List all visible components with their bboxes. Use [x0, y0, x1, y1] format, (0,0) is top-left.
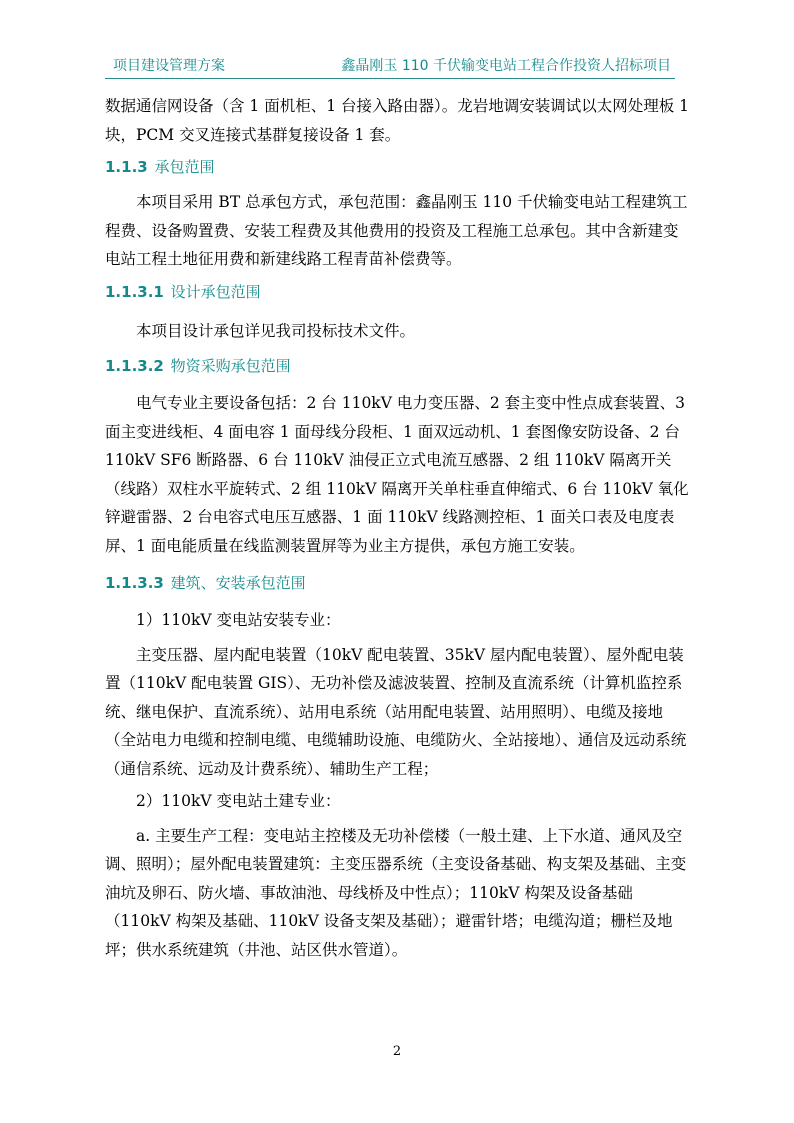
list-item-installation: 1）110kV 变电站安装专业： — [136, 611, 341, 629]
heading-title: 承包范围 — [154, 158, 215, 176]
heading-number: 1.1.3.3 — [105, 574, 164, 592]
header-left-title: 项目建设管理方案 — [113, 58, 225, 74]
section-heading-1-1-3-2 — [105, 352, 690, 380]
paragraph-scope: 本项目采用 BT 总承包方式，承包范围：鑫晶刚玉 110 千伏输变电站工程建筑工程费、设备购置费、安装工程费及其他费用的投资及工程施工总承包。其中含新建变电站工程土地征用费和新建线路工程青苗补偿费等。 — [105, 193, 688, 268]
paragraph-design-scope: 本项目设计承包详见我司投标技术文件。 — [136, 321, 416, 340]
paragraph-procurement-scope: 电气专业主要设备包括：2 台 110kV 电力变压器、2 套主变中性点成套装置、3 面主变进线柜、4 面电容 1 面母线分段柜、1 面双远动机、1 套图像安防设备、2 台 110kV SF6 断路器、6 台 110kV 油侵正立式电流互感器、2 组 110kV 隔离开关（线路）双柱水平旋转式、2 组 110kV 隔离开关单柱垂直伸缩式、6 台 110kV 氧化锌避雷器、2 台电容式电压互感器、1 面 110kV 线路测控柜、1 面关口表及电度表屏、1 面电能质量在线监测装置屏等为业主方提供，承包方施工安装。 — [105, 394, 689, 555]
paragraph-installation-detail: 主变压器、屋内配电装置（10kV 配电装置、35kV 屋内配电装置）、屋外配电装置（110kV 配电装置 GIS）、无功补偿及滤波装置、控制及直流系统（计算机监控系统、继电保护、直流系统）、站用电系统（站用配电装置、站用照明）、电缆及接地（全站电力电缆和控制电缆、电缆辅助设施、电缆防火、全站接地）、通信及远动系统（通信系统、远动及计费系统）、辅助生产工程； — [105, 645, 687, 778]
section-heading-1-1-3-3 — [105, 569, 690, 597]
heading-number: 1.1.3.1 — [105, 282, 164, 301]
heading-number: 1.1.3 — [105, 158, 148, 176]
page-number: 2 — [392, 1044, 402, 1059]
page-header — [105, 56, 675, 79]
section-heading-1-1-3-1 — [105, 278, 690, 306]
section-heading-1-1-3 — [105, 153, 690, 181]
heading-title: 物资采购承包范围 — [170, 357, 291, 375]
heading-title: 设计承包范围 — [170, 282, 261, 301]
header-right-title: 鑫晶刚玉 110 千伏输变电站工程合作投资人招标项目 — [341, 58, 671, 74]
heading-number: 1.1.3.2 — [105, 357, 164, 375]
document-body — [105, 92, 690, 964]
list-item-civil: 2）110kV 变电站土建专业： — [136, 792, 341, 810]
paragraph-continued: 数据通信网设备（含 1 面机柜、1 台接入路由器）。龙岩地调安装调试以太网处理板 1 块，PCM 交叉连接式基群复接设备 1 套。 — [105, 97, 690, 144]
paragraph-civil-detail: a. 主要生产工程：变电站主控楼及无功补偿楼（一般土建、上下水道、通风及空调、照明）；屋外配电装置建筑：主变压器系统（主变设备基础、构支架及基础、主变油坑及卵石、防火墙、事故油池、母线桥及中性点）；110kV 构架及设备基础（110kV 构架及基础、110kV 设备支架及基础）；避雷针塔；电缆沟道；栅栏及地坪；供水系统建筑（井池、站区供水管道）。 — [105, 826, 687, 959]
heading-title: 建筑、安装承包范围 — [170, 574, 306, 592]
